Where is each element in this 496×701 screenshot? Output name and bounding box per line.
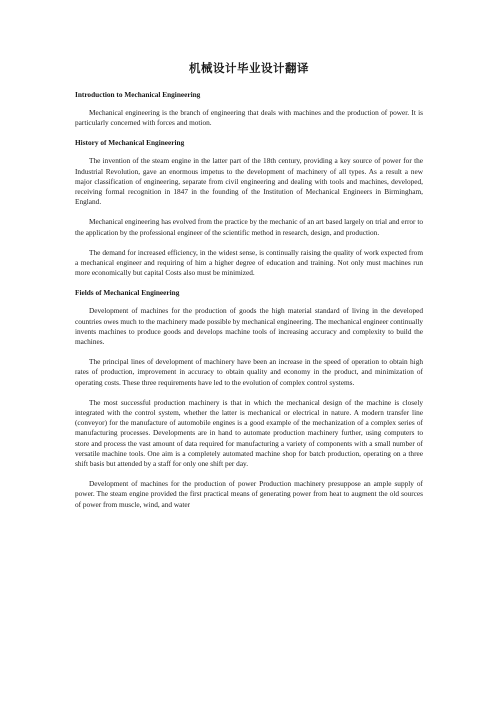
paragraph: The invention of the steam engine in the latter part of the 18th century, providing a key source of power for the Industrial Revolution, gave an enormous impetus to the development of machinery of all types. As a result a new major classification of engineering, separate from civil engineering and dealing with tools and machines, developed, receiving formal recognition in 1847 in the founding of the Institution of Mechanical Engineers in Birmingham, England.	[75, 156, 423, 207]
paragraph: The most successful production machinery is that in which the mechanical design of the machine is closely integrated with the control system, whether the latter is mechanical or electrical in nature. A modern transfer line (conveyor) for the manufacture of automobile engines is a good example of the mechanization of a complex series of manufacturing processes. Developments are in hand to automate production machinery further, using computers to store and process the vast amount of data required for manufacturing a variety of components with a small number of versatile machine tools. One aim is a completely automated machine shop for batch production, operating on a three shift basis but attended by a staff for only one shift per day.	[75, 397, 423, 469]
paragraph: Mechanical engineering is the branch of engineering that deals with machines and the production of power. It is particularly concerned with forces and motion.	[75, 108, 423, 128]
paragraph: Development of machines for the production of power Production machinery presuppose an ample supply of power. The steam engine provided the first practical means of generating power from heat to augment the old sources of power from muscle, wind, and water	[75, 479, 423, 509]
section-heading-introduction: Introduction to Mechanical Engineering	[75, 90, 201, 99]
paragraph: Development of machines for the production of goods the high material standard of living in the developed countries owes much to the machinery made possible by mechanical engineering. The mechanical engineer continually invents machines to produce goods and develops machine tools of increasing accuracy and complexity to build the machines.	[75, 306, 423, 347]
document-body	[75, 60, 423, 520]
paragraph: The demand for increased efficiency, in the widest sense, is continually raising the quality of work expected from a mechanical engineer and requiring of him a higher degree of education and training. Not only must machines run more economically but capital Costs also must be minimized.	[75, 247, 423, 278]
document-title: 机械设计毕业设计翻译	[189, 61, 309, 75]
section-heading-fields: Fields of Mechanical Engineering	[75, 288, 180, 298]
paragraph: Mechanical engineering has evolved from the practice by the mechanic of an art based largely on trial and error to the application by the professional engineer of the scientific method in research, design, and production.	[75, 217, 423, 237]
section-heading-history: History of Mechanical Engineering	[75, 138, 185, 148]
paragraph: The principal lines of development of machinery have been an increase in the speed of operation to obtain high rates of production, improvement in accuracy to obtain quality and economy in the product, and minimization of operating costs. These three requirements have led to the evolution of complex control systems.	[75, 357, 423, 387]
